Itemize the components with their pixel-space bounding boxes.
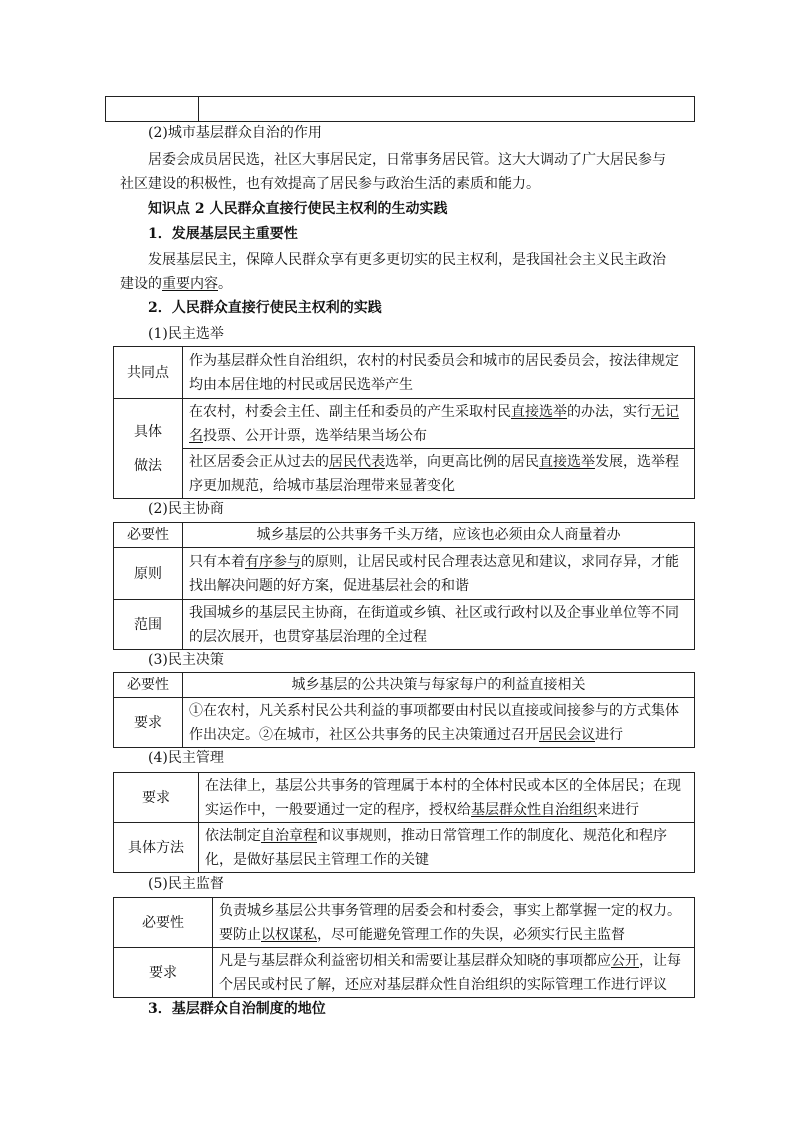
decision-table xyxy=(113,672,695,748)
manage-requirement-label: 要求 xyxy=(114,773,199,823)
top-table-cell-right xyxy=(199,97,695,122)
heading-system-status: 3．基层群众自治制度的地位 xyxy=(148,1001,326,1017)
heading-consultation: (2)民主协商 xyxy=(148,501,224,517)
consult-necessity-text: 城乡基层的公共事务千头万绪，应该也必须由众人商量着办 xyxy=(183,523,695,548)
manage-requirement-text: 在法律上，基层公共事务的管理属于本村的全体村民或本区的全体居民；在现 实运作中，一般要通过一定的程序，授权给基层群众性自治组织来进行 xyxy=(199,773,695,823)
decision-requirement-text: ①在农村，凡关系村民公共利益的事项都要由村民以直接或间接参与的方式集体 作出决定。②在城市，社区公共事务的民主决策通过召开居民会议进行 xyxy=(183,698,695,748)
heading-management: (4)民主管理 xyxy=(148,750,224,766)
supervision-table xyxy=(113,897,695,998)
management-table xyxy=(113,772,695,873)
heading-election: (1)民主选举 xyxy=(148,326,224,342)
election-urban-text: 社区居委会正从过去的居民代表选举，向更高比例的居民直接选举发展，选举程 序更加规范，给城市基层治理带来显著变化 xyxy=(183,449,695,499)
top-table-cell-left xyxy=(106,97,199,122)
decision-necessity-text: 城乡基层的公共决策与每家每户的利益直接相关 xyxy=(183,673,695,698)
consultation-table xyxy=(113,522,695,650)
election-common-label: 共同点 xyxy=(114,347,183,399)
keyword-important-content: 重要内容 xyxy=(162,276,218,292)
consult-scope-text: 我国城乡的基层民主协商，在街道或乡镇、社区或行政村以及企事业单位等不同 的层次展开，也贯穿基层治理的全过程 xyxy=(183,600,695,650)
paragraph-importance-2: 建设的重要内容。 xyxy=(120,276,232,292)
decision-requirement-label: 要求 xyxy=(114,698,183,748)
manage-method-text: 依法制定自治章程和议事规则，推动日常管理工作的制度化、规范化和程序 化，是做好基层民主管理工作的关键 xyxy=(199,823,695,873)
supervise-necessity-text: 负责城乡基层公共事务管理的居委会和村委会，事实上都掌握一定的权力。 要防止以权谋私，尽可能避免管理工作的失误，必须实行民主监督 xyxy=(213,898,695,948)
top-table-fragment xyxy=(105,96,695,122)
heading-practice: 2．人民群众直接行使民主权利的实践 xyxy=(148,300,382,316)
paragraph-importance-1: 发展基层民主，保障人民群众享有更多更切实的民主权利，是我国社会主义民主政治 xyxy=(148,252,666,268)
decision-necessity-label: 必要性 xyxy=(114,673,183,698)
heading-grassroots-importance: 1．发展基层民主重要性 xyxy=(148,226,298,242)
consult-principle-label: 原则 xyxy=(114,548,183,600)
election-common-text: 作为基层群众性自治组织，农村的村民委员会和城市的居民委员会，按法律规定 均由本居住地的村民或居民选举产生 xyxy=(183,347,695,399)
consult-principle-text: 只有本着有序参与的原则，让居民或村民合理表达意见和建议，求同存异，才能 找出解决问题的好方案，促进基层社会的和谐 xyxy=(183,548,695,600)
paragraph-urban-role-2: 社区建设的积极性，也有效提高了居民参与政治生活的素质和能力。 xyxy=(120,176,540,192)
heading-supervision: (5)民主监督 xyxy=(148,876,224,892)
supervise-necessity-label: 必要性 xyxy=(114,898,213,948)
election-method-label: 具体 做法 xyxy=(114,399,183,499)
consult-scope-label: 范围 xyxy=(114,600,183,650)
section-heading-urban-role: (2)城市基层群众自治的作用 xyxy=(148,125,322,141)
knowledge-point-title: 知识点 2 人民群众直接行使民主权利的生动实践 xyxy=(148,201,448,217)
election-table xyxy=(113,346,695,499)
heading-decision: (3)民主决策 xyxy=(148,652,224,668)
supervise-requirement-label: 要求 xyxy=(114,948,213,998)
manage-method-label: 具体方法 xyxy=(114,823,199,873)
election-rural-text: 在农村，村委会主任、副主任和委员的产生采取村民直接选举的办法，实行无记 名投票、公开计票，选举结果当场公布 xyxy=(183,399,695,449)
consult-necessity-label: 必要性 xyxy=(114,523,183,548)
supervise-requirement-text: 凡是与基层群众利益密切相关和需要让基层群众知晓的事项都应公开，让每 个居民或村民了解，还应对基层群众性自治组织的实际管理工作进行评议 xyxy=(213,948,695,998)
paragraph-urban-role-1: 居委会成员居民选，社区大事居民定，日常事务居民管。这大大调动了广大居民参与 xyxy=(148,152,666,168)
